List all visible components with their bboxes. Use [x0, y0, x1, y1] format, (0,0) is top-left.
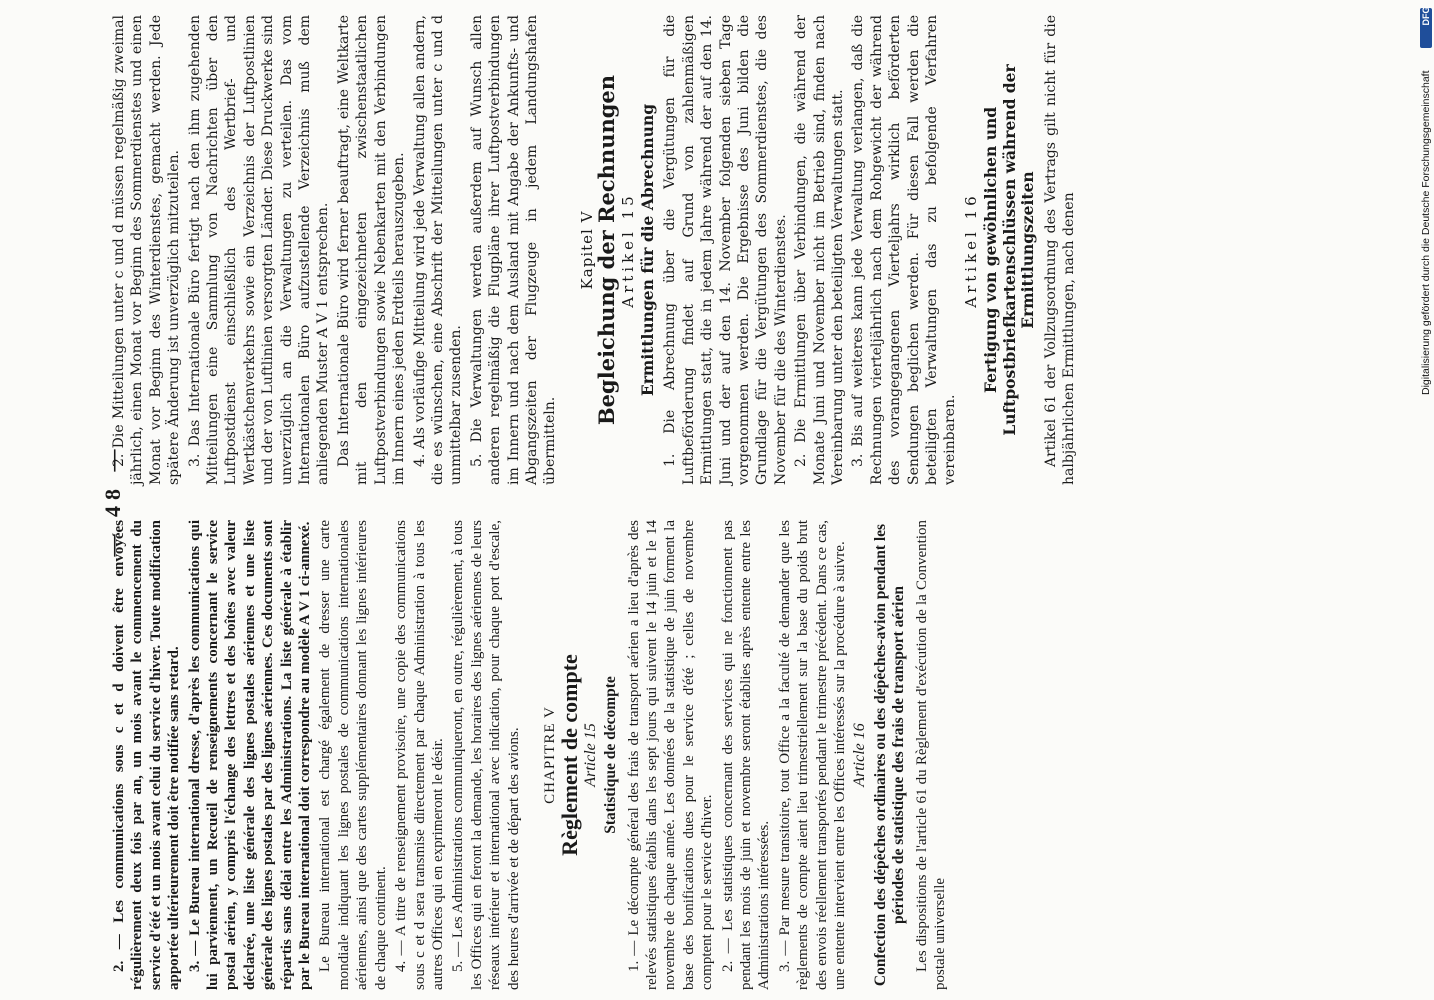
fr-article-15-title: Statistique de décompte: [602, 676, 620, 834]
de-chapter-heading: Kapitel V: [577, 210, 596, 290]
fr-section-2: 2. — Les statistiques concernant des services qui ne fonctionnent pas pendant les mois de juin et novembre seront établies après entente entre les Administrations intéressées.: [719, 520, 773, 990]
page-number: — 48 —: [100, 443, 125, 557]
de-paragraph-3b: Das Internationale Büro wird ferner beauftragt, eine Weltkarte mit den eingezeichneten zwischenstaatlichen Luftpostverbindungen sowie Nebenkarten mit den Verbindungen im Innern eines jeden Erdteils herauszugeben.: [335, 15, 408, 485]
de-article-15-title: Ermittlungen für die Abrechnung: [637, 103, 657, 397]
de-article-16-title: Fertigung von gewöhnlichen und Luftpostbriefkartenschlüssen während der Ermittlungszeiten: [981, 64, 1038, 436]
de-section-4: Artikel 61 der Vollzugsordnung des Vertrags gilt nicht für die halbjährlichen Ermittlungen, nach denen: [1042, 15, 1077, 485]
dfg-logo-text: DFG: [1421, 6, 1431, 26]
german-column: [110, 15, 1077, 485]
fr-section-4: Les dispositions de l'article 61 du Règlement d'exécution de la Convention postale universelle: [913, 520, 949, 990]
de-chapter-title: Begleichung der Rechnungen: [594, 74, 620, 426]
digitization-sidebar: [1418, 0, 1434, 1000]
fr-article-16-heading: Article 16: [851, 723, 869, 787]
dfg-logo: [1420, 8, 1432, 48]
de-section-3: 3. Bis auf weiteres kann jede Verwaltung verlangen, daß die Rechnungen vierteljährlich nach dem Rohgewicht der während des vorangegangenen Vierteljahrs wirklich beförderten Sendungen beglichen werden. Für diesen Fall werden die beteiligten Verwaltungen das zu befolgende Verfahren vereinbaren.: [850, 15, 959, 485]
de-section-1: 1. Die Abrechnung über die Vergütungen für die Luftbeförderung findet auf Grund von zahlenmäßigen Ermittlungen statt, die in jedem Jahre während der auf den 14. Juni und der auf den 14. November folgenden sieben Tage vorgenommen werden. Die Ergebnisse des Juni bilden die Grundlage für die Vergütungen des Sommerdienstes, die des November für die des Winterdienstes.: [662, 15, 789, 485]
fr-section-3: 3. — Par mesure transitoire, tout Office a la faculté de demander que les règlements de compte aient lieu trimestriellement sur la base du poids brut des envois réellement transportés pendant le trimestre précédent. Dans ce cas, une entente intervient entre les Offices intéressés sur la procédure à suivre.: [776, 520, 849, 990]
de-article-15-heading: Artikel 15: [618, 192, 637, 308]
fr-article-16-title: Confection des dépêches ordinaires ou des dépêches-avion pendant les périodes de statistique des frais de transport aérien: [871, 523, 908, 987]
de-paragraph-4: 4. Als vorläufige Mitteilung wird jede Verwaltung allen andern, die es wünschen, eine Abschrift der Mitteilungen unter c und d unmittelbar zusenden.: [411, 15, 465, 485]
de-paragraph-3: 3. Das Internationale Büro fertigt nach den ihm zugehenden Mitteilungen eine Sammlung von Nachrichten über den Luftpostdienst einschließlich des Wertbrief- und Wertkästchenverkehrs sowie ein Verzeichnis der Luftpostlinien und der von Luftlinien versorgten Länder. Diese Druckwerke sind unverzüglich an die Verwaltungen zu verteilen. Das vom Internationalen Büro aufzustellende Verzeichnis muß dem anliegenden Muster A V 1 entsprechen.: [186, 15, 332, 485]
fr-paragraph-4: 4. — A titre de renseignement provisoire, une copie des communications sous c et d sera transmise directement par chaque Administration à tous les autres Offices qui en exprimeront le désir.: [393, 520, 446, 990]
de-paragraph-2: 2. Die Mitteilungen unter c und d müssen regelmäßig zweimal jährlich, einen Monat vor Beginn des Sommerdienstes und einen Monat vor Beginn des Winterdienstes, gemacht werden. Jede spätere Änderung ist unverzüglich mitzuteilen.: [111, 15, 183, 485]
fr-paragraph-3b: Le Bureau international est chargé également de dresser une carte mondiale indiquant les lignes postales de communications internationales aériennes, ainsi que des cartes supplémentaires donnant les lignes intérieures de chaque continent.: [317, 520, 389, 990]
fr-paragraph-3: 3. — Le Bureau international dresse, d'après les communications qui lui parviennent, un Recueil de renseignements concernant le service postal aérien, y compris l'échange des lettres et des boîtes avec valeur déclarée, une liste générale des lignes postales aériennes et une liste générale des lignes postales par des lignes aériennes. Ces documents sont répartis sans délai entre les Administrations. La liste générale à établir par le Bureau international doit correspondre au modèle A V 1 ci-annexé.: [186, 520, 314, 990]
fr-chapter-title: Règlement de compte: [557, 654, 583, 856]
fr-article-15-heading: Article 15: [581, 723, 599, 787]
digitization-credit: Digitalisierung gefördert durch die Deutsche Forschungsgemeinschaft: [1420, 70, 1432, 395]
de-article-16-heading: Artikel 16: [961, 192, 980, 308]
fr-paragraph-2: 2. — Les communications sous c et d doivent être envoyées régulièrement deux fois par an, un mois avant le commencement du service d'été et un mois avant celui du service d'hiver. Toute modification apportée ultérieurement doit être notifiée sans retard.: [111, 520, 183, 990]
rotated-page: [100, 0, 1400, 1000]
fr-paragraph-5: 5. — Les Administrations communiqueront, en outre, régulièrement, à tous les Offices qui en feront la demande, les horaires des lignes aériennes de leurs réseaux intérieur et international avec indication, pour chaque port d'escale, des heures d'arrivée et de départ des avions.: [450, 520, 522, 990]
de-paragraph-5: 5. Die Verwaltungen werden außerdem auf Wunsch allen anderen regelmäßig die Flugpläne ihrer Luftpostverbindungen im Innern und nach dem Ausland mit Angabe der Ankunfts- und Abgangszeiten der Flugzeuge in jedem Landungshafen übermitteln.: [468, 15, 559, 485]
de-section-2: 2. Die Ermittlungen über Verbindungen, die während der Monate Juni und November nicht im Betrieb sind, finden nach Vereinbarung unter den beteiligten Verwaltungen statt.: [793, 15, 847, 485]
french-column: [110, 520, 949, 990]
fr-chapter-heading: CHAPITRE V: [541, 706, 558, 804]
fr-section-1: 1. — Le décompte général des frais de transport aérien a lieu d'après des relevés statistiques établis dans les sept jours qui suivent le 14 juin et le 14 novembre de chaque année. Les données de la statistique de juin forment la base des bonifications dues pour le service d'été ; celles de novembre comptent pour le service d'hiver.: [625, 520, 716, 990]
